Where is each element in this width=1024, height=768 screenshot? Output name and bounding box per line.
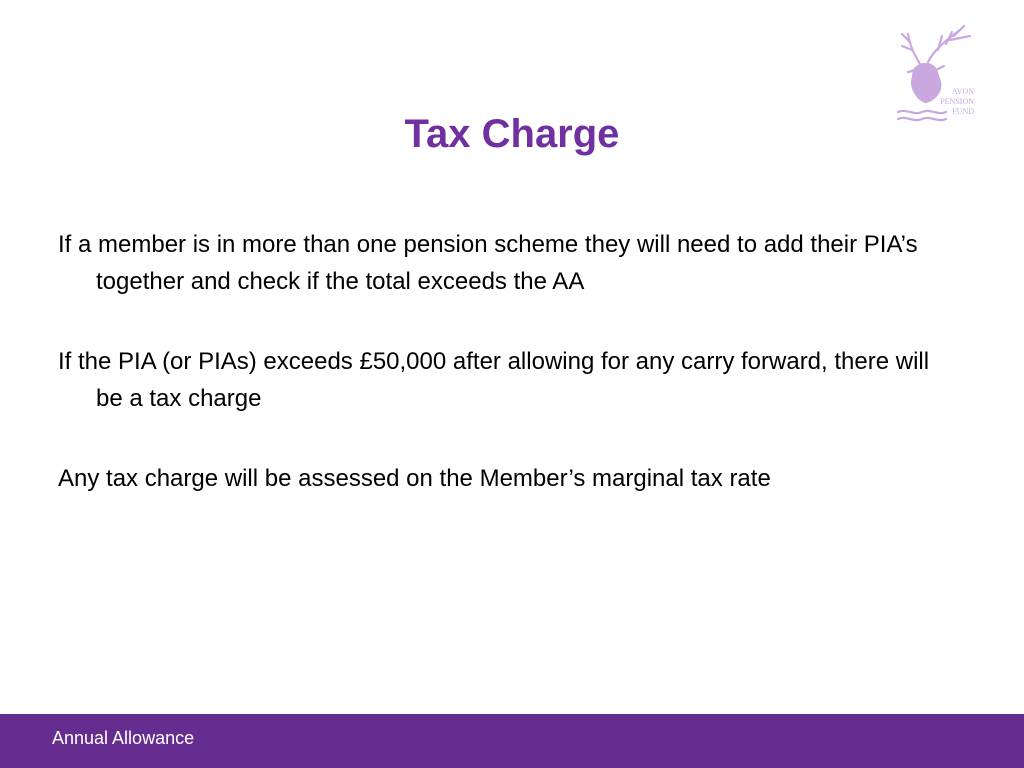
- footer-bar: [0, 714, 1024, 768]
- slide-body: [58, 226, 958, 540]
- slide-title: Tax Charge: [404, 112, 620, 156]
- logo-text-line2: PENSION: [940, 97, 974, 106]
- footer-label: Annual Allowance: [52, 728, 195, 748]
- paragraph-1: If a member is in more than one pension scheme they will need to add their PIA’s together and check if the total exceeds the AA: [58, 231, 918, 295]
- logo-text-line3: FUND: [952, 107, 974, 116]
- paragraph-3: Any tax charge will be assessed on the Member’s marginal tax rate: [58, 465, 771, 492]
- logo-text-line1: AVON: [951, 87, 974, 96]
- paragraph-2: If the PIA (or PIAs) exceeds £50,000 after allowing for any carry forward, there will be a tax charge: [58, 348, 930, 412]
